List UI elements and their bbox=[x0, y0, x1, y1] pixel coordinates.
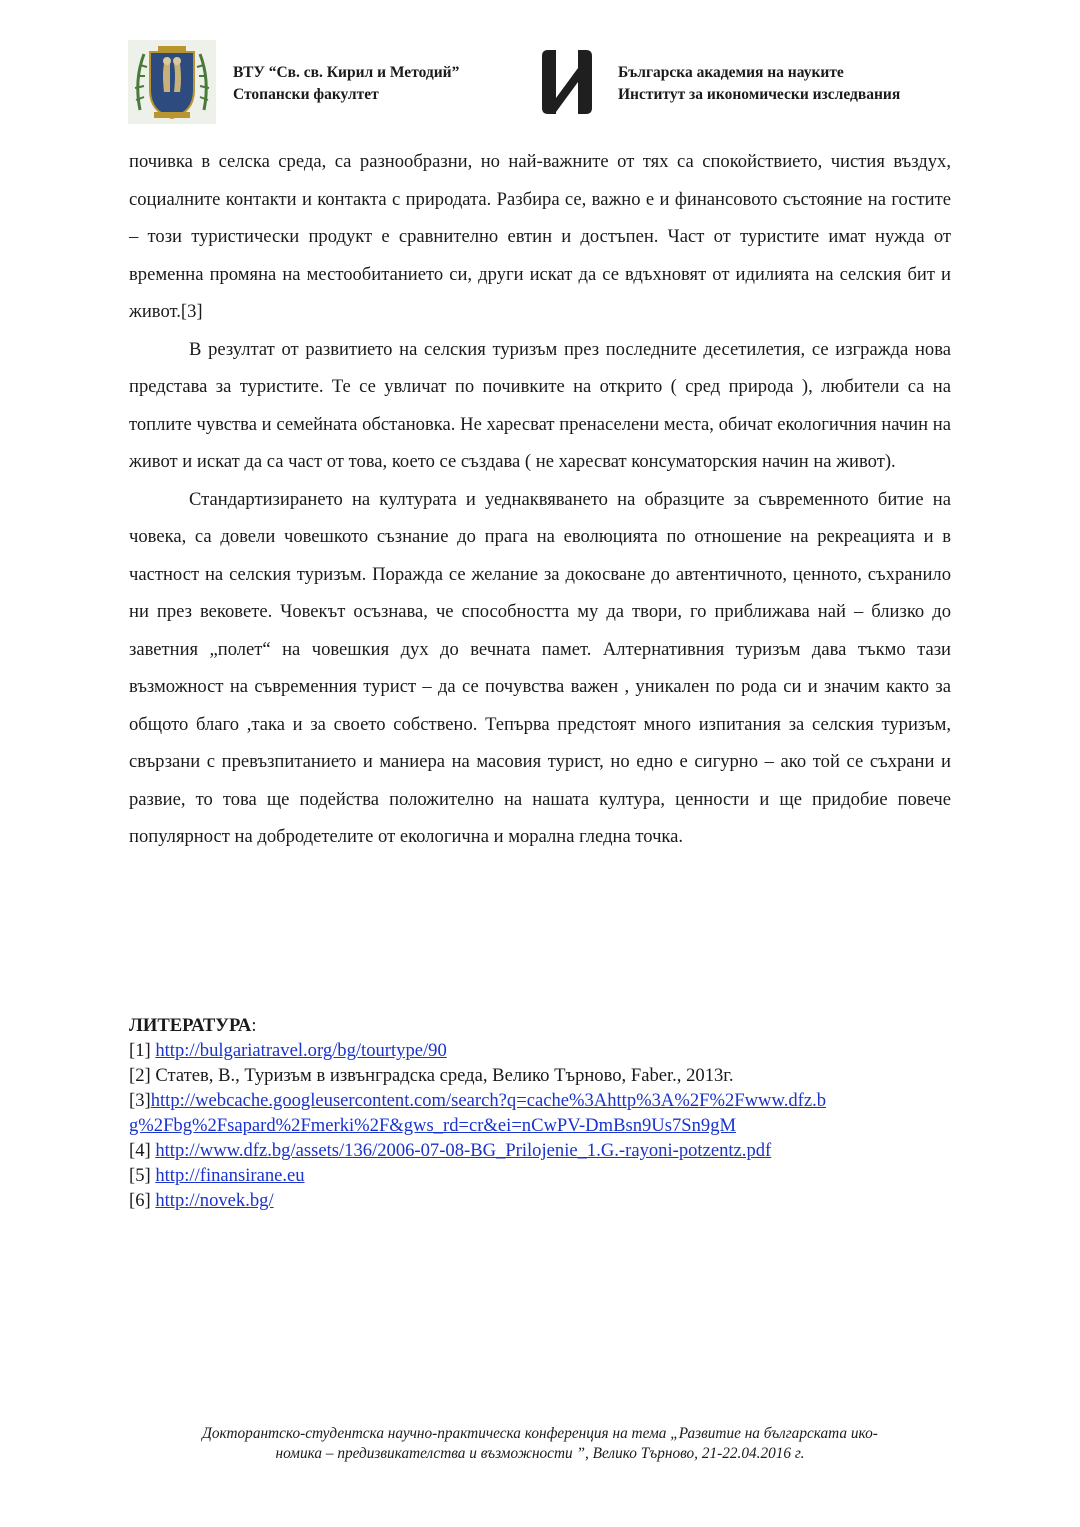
reference-link[interactable]: http://webcache.googleusercontent.com/search?q=cache%3Ahttp%3A%2F%2Fwww.dfz.b bbox=[150, 1090, 827, 1111]
references-title: ЛИТЕРАТУРА bbox=[129, 1015, 252, 1036]
academy-name bbox=[618, 62, 900, 106]
reference-number: [2] bbox=[129, 1065, 156, 1086]
footer-line: номика – предизвикателства и възможности ”, Велико Търново, 21-22.04.2016 г. bbox=[275, 1445, 805, 1462]
reference-item bbox=[129, 1188, 969, 1213]
references-title-colon: : bbox=[251, 1015, 257, 1036]
reference-item-continuation bbox=[129, 1113, 969, 1138]
footer-line: Докторантско-студентска научно-практическа конференция на тема „Развитие на българската ико- bbox=[202, 1425, 878, 1442]
reference-item bbox=[129, 1163, 969, 1188]
reference-number: [4] bbox=[129, 1140, 156, 1161]
university-name bbox=[233, 62, 459, 106]
faculty-line: Стопански факултет bbox=[233, 86, 379, 103]
institute-line: Институт за икономически изследвания bbox=[618, 86, 901, 103]
reference-item bbox=[129, 1088, 969, 1113]
references-heading bbox=[129, 1013, 969, 1038]
reference-link[interactable]: http://www.dfz.bg/assets/136/2006-07-08-BG_Prilojenie_1.G.-rayoni-potzentz.pdf bbox=[155, 1140, 772, 1161]
reference-text: Статев, В., Туризъм в извънградска среда, Велико Търново, Faber., 2013г. bbox=[155, 1065, 734, 1086]
body-text bbox=[129, 143, 951, 856]
reference-link[interactable]: http://finansirane.eu bbox=[155, 1165, 305, 1186]
reference-number: [6] bbox=[129, 1190, 156, 1211]
university-line: ВТУ “Св. св. Кирил и Методий” bbox=[233, 64, 460, 81]
page-header bbox=[128, 40, 958, 126]
reference-item bbox=[129, 1063, 969, 1088]
reference-number: [5] bbox=[129, 1165, 156, 1186]
reference-link[interactable]: http://novek.bg/ bbox=[155, 1190, 274, 1211]
paragraph: Стандартизирането на културата и уеднаквяването на образците за съвременното битие на човека, са довели човешкото съзнание до прага на еволюцията по отношение на рекреацията и в частност на селския туризъм. Поражда се желание за докосване до автентичното, ценното, съхранило ни през вековете. Човекът осъзнава, че способността му да твори, го приближава най – близко до заветния „полет“ на човешкия дух до вечната памет. Алтернативния туризъм дава тъкмо тази възможност на съвременния турист – да се почувства важен , уникален по рода си и значим както за общото благо ,така и за своето собствено. Тепърва предстоят много изпитания за селския туризъм, свързани с превъзпитанието и маниера на масовия турист, но едно е сигурно – ако той се съхрани и развие, то това ще подейства положително на нашата култура, ценности и ще придобие повече популярност на добродетелите от екологична и морална гледна точка. bbox=[129, 488, 951, 847]
academy-line: Българска академия на науките bbox=[618, 64, 844, 81]
reference-link[interactable]: http://bulgariatravel.org/bg/tourtype/90 bbox=[155, 1040, 447, 1061]
reference-link-continuation[interactable]: g%2Fbg%2Fsapard%2Fmerki%2F&gws_rd=cr&ei=nCwPV-DmBsn9Us7Sn9gM bbox=[129, 1115, 737, 1136]
university-crest-icon bbox=[128, 40, 216, 124]
reference-item bbox=[129, 1138, 969, 1163]
bas-institute-logo-icon bbox=[538, 46, 596, 118]
page-footer bbox=[118, 1424, 962, 1464]
reference-number: [3] bbox=[129, 1090, 151, 1111]
paragraph: В резултат от развитието на селския туризъм през последните десетилетия, се изгражда нова представа за туристите. Те се увличат по почивките на открито ( сред природа ), любители са на топлите чувства и семейната обстановка. Не харесват пренаселени места, обичат екологичния начин на живот и искат да са част от това, което се създава ( не харесват консуматорския начин на живот). bbox=[129, 338, 951, 472]
reference-number: [1] bbox=[129, 1040, 156, 1061]
reference-item bbox=[129, 1038, 969, 1063]
paragraph: почивка в селска среда, са разнообразни, но най-важните от тях са спокойствието, чистия въздух, социалните контакти и контакта с природата. Разбира се, важно е и финансовото състояние на гостите – този туристически продукт е сравнително евтин и достъпен. Част от туристите имат нужда от временна промяна на местообитанието си, други искат да се вдъхновят от идилията на селския бит и живот.[3] bbox=[129, 151, 951, 322]
references-section bbox=[129, 1013, 969, 1213]
